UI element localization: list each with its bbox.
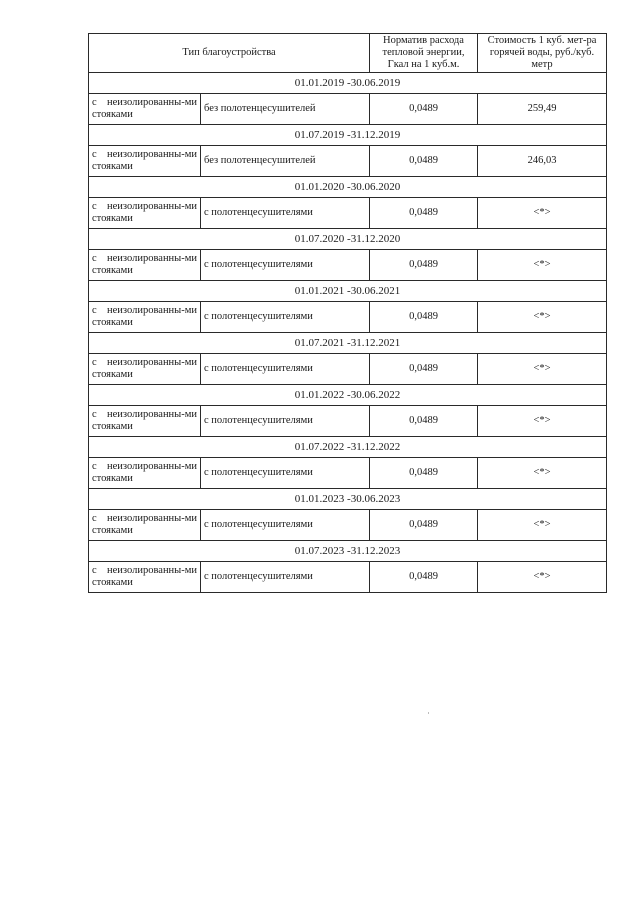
period-row	[89, 489, 607, 510]
period-row	[89, 125, 607, 146]
period-label: 01.07.2019 -31.12.2019	[89, 125, 607, 146]
table-row	[89, 94, 607, 125]
cell-riser-type: с неизолированны-ми стояками	[89, 458, 201, 489]
header-norm: Норматив расхода тепловой энергии, Гкал на 1 куб.м.	[370, 34, 478, 73]
cell-towel-dryer-type: с полотенцесушителями	[201, 302, 370, 333]
period-row	[89, 541, 607, 562]
cell-towel-dryer-type: с полотенцесушителями	[201, 510, 370, 541]
period-label: 01.01.2019 -30.06.2019	[89, 73, 607, 94]
cell-cost-value: <*>	[478, 302, 607, 333]
cell-cost-value: <*>	[478, 510, 607, 541]
cell-riser-type: с неизолированны-ми стояками	[89, 302, 201, 333]
period-row	[89, 281, 607, 302]
period-label: 01.07.2023 -31.12.2023	[89, 541, 607, 562]
cell-towel-dryer-type: с полотенцесушителями	[201, 354, 370, 385]
cell-norm-value: 0,0489	[370, 94, 478, 125]
table-header-row	[89, 34, 607, 73]
cell-cost-value: <*>	[478, 458, 607, 489]
tariff-table-body	[89, 34, 607, 593]
cell-towel-dryer-type: с полотенцесушителями	[201, 458, 370, 489]
period-row	[89, 385, 607, 406]
cell-norm-value: 0,0489	[370, 458, 478, 489]
cell-cost-value: <*>	[478, 198, 607, 229]
table-row	[89, 562, 607, 593]
cell-norm-value: 0,0489	[370, 510, 478, 541]
cell-towel-dryer-type: с полотенцесушителями	[201, 562, 370, 593]
period-label: 01.01.2022 -30.06.2022	[89, 385, 607, 406]
cell-norm-value: 0,0489	[370, 146, 478, 177]
cell-cost-value: 246,03	[478, 146, 607, 177]
cell-riser-type: с неизолированны-ми стояками	[89, 146, 201, 177]
period-label: 01.07.2022 -31.12.2022	[89, 437, 607, 458]
table-row	[89, 302, 607, 333]
cell-riser-type: с неизолированны-ми стояками	[89, 94, 201, 125]
table-row	[89, 354, 607, 385]
table-row	[89, 250, 607, 281]
table-row	[89, 458, 607, 489]
cell-towel-dryer-type: без полотенцесушителей	[201, 146, 370, 177]
header-type: Тип благоустройства	[89, 34, 370, 73]
period-label: 01.07.2021 -31.12.2021	[89, 333, 607, 354]
cell-towel-dryer-type: с полотенцесушителями	[201, 250, 370, 281]
cell-cost-value: <*>	[478, 406, 607, 437]
cell-riser-type: с неизолированны-ми стояками	[89, 250, 201, 281]
cell-cost-value: <*>	[478, 562, 607, 593]
cell-norm-value: 0,0489	[370, 562, 478, 593]
table-row	[89, 510, 607, 541]
period-row	[89, 229, 607, 250]
cell-norm-value: 0,0489	[370, 198, 478, 229]
cell-norm-value: 0,0489	[370, 354, 478, 385]
cell-cost-value: <*>	[478, 250, 607, 281]
cell-riser-type: с неизолированны-ми стояками	[89, 406, 201, 437]
table-row	[89, 198, 607, 229]
period-label: 01.01.2023 -30.06.2023	[89, 489, 607, 510]
period-row	[89, 437, 607, 458]
cell-norm-value: 0,0489	[370, 406, 478, 437]
cell-riser-type: с неизолированны-ми стояками	[89, 562, 201, 593]
cell-riser-type: с неизолированны-ми стояками	[89, 510, 201, 541]
cell-riser-type: с неизолированны-ми стояками	[89, 354, 201, 385]
cell-cost-value: <*>	[478, 354, 607, 385]
period-label: 01.01.2021 -30.06.2021	[89, 281, 607, 302]
period-row	[89, 333, 607, 354]
tariff-table	[88, 33, 607, 593]
cell-towel-dryer-type: без полотенцесушителей	[201, 94, 370, 125]
cell-norm-value: 0,0489	[370, 250, 478, 281]
period-row	[89, 73, 607, 94]
scan-speck	[428, 712, 429, 714]
table-row	[89, 406, 607, 437]
period-label: 01.01.2020 -30.06.2020	[89, 177, 607, 198]
cell-norm-value: 0,0489	[370, 302, 478, 333]
table-row	[89, 146, 607, 177]
header-cost: Стоимость 1 куб. мет-ра горячей воды, руб./куб. метр	[478, 34, 607, 73]
period-row	[89, 177, 607, 198]
cell-cost-value: 259,49	[478, 94, 607, 125]
cell-towel-dryer-type: с полотенцесушителями	[201, 406, 370, 437]
cell-towel-dryer-type: с полотенцесушителями	[201, 198, 370, 229]
period-label: 01.07.2020 -31.12.2020	[89, 229, 607, 250]
cell-riser-type: с неизолированны-ми стояками	[89, 198, 201, 229]
